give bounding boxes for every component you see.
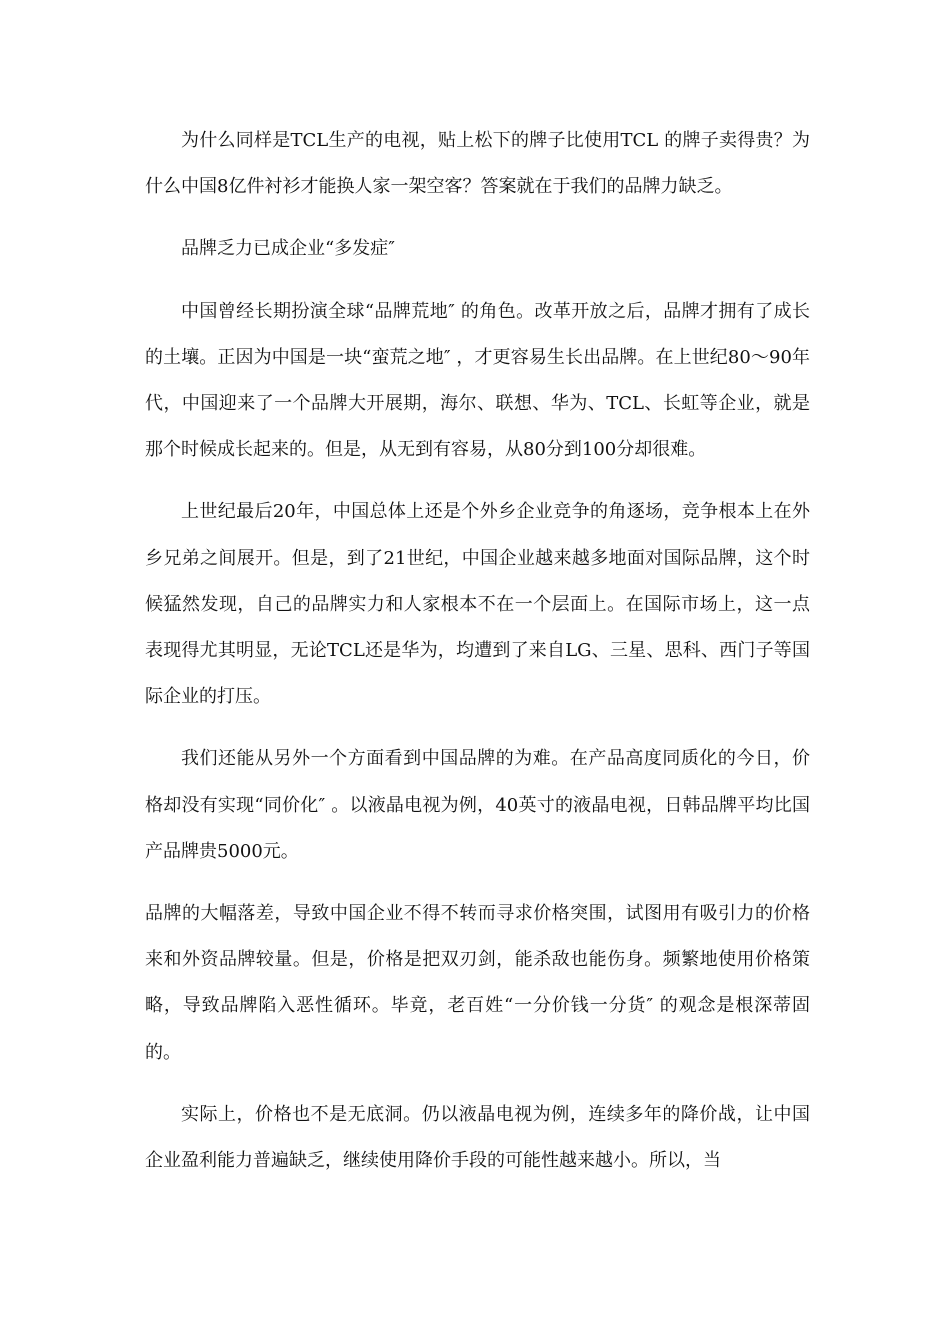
paragraph-intro: 为什么同样是TCL生产的电视，贴上松下的牌子比使用TCL 的牌子卖得贵？为什么中国8亿件衬衫才能换人家一架空客？答案就在于我们的品牌力缺乏。	[145, 130, 810, 198]
document-body	[145, 118, 810, 1200]
paragraph-limits: 实际上，价格也不是无底洞。仍以液晶电视为例，连续多年的降价战，让中国企业盈利能力普遍缺乏，继续使用降价手段的可能性越来越小。所以，当	[145, 1103, 810, 1172]
paragraph-history: 中国曾经长期扮演全球“品牌荒地″ 的角色。改革开放之后，品牌才拥有了成长的土壤。正因为中国是一块“蛮荒之地″ ，才更容易生长出品牌。在上世纪80～90年代，中国迎来了一个品牌大开展期，海尔、联想、华为、TCL、长虹等企业，就是那个时候成长起来的。但是，从无到有容易，从80分到100分却很难。	[145, 300, 810, 461]
paragraph-price-war: 品牌的大幅落差，导致中国企业不得不转而寻求价格突围，试图用有吸引力的价格来和外资品牌较量。但是，价格是把双刃剑，能杀敌也能伤身。频繁地使用价格策略，导致品牌陷入恶性循环。毕竟，老百姓“一分价钱一分货″ 的观念是根深蒂固的。	[145, 903, 810, 1063]
paragraph-competition: 上世纪最后20年，中国总体上还是个外乡企业竞争的角逐场，竞争根本上在外乡兄弟之间展开。但是，到了21世纪，中国企业越来越多地面对国际品牌，这个时候猛然发现，自己的品牌实力和人家根本不在一个层面上。在国际市场上，这一点表现得尤其明显，无论TCL还是华为，均遭到了来自LG、三星、思科、西门子等国际企业的打压。	[145, 501, 810, 708]
section-heading: 品牌乏力已成企业“多发症″	[181, 238, 395, 260]
paragraph-pricing: 我们还能从另外一个方面看到中国品牌的为难。在产品高度同质化的今日，价格却没有实现“同价化″ 。以液晶电视为例，40英寸的液晶电视，日韩品牌平均比国产品牌贵5000元。	[145, 748, 810, 862]
